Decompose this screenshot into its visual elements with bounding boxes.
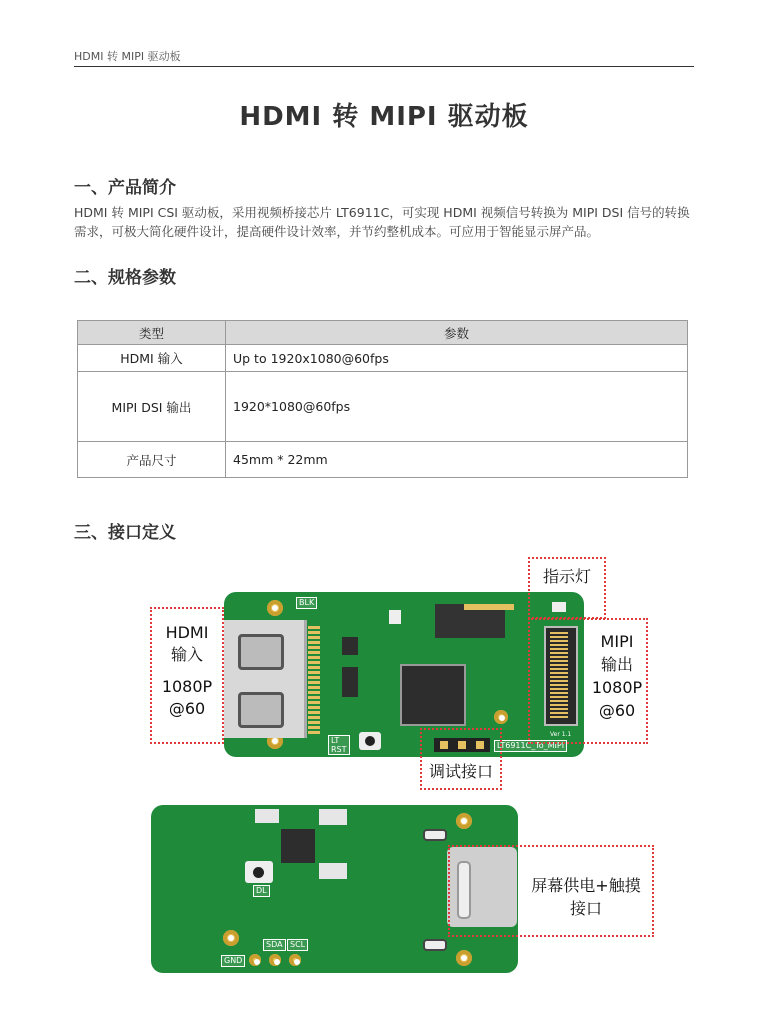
- callout-text: 1080P: [161, 677, 213, 696]
- document-title: HDMI 转 MIPI 驱动板: [239, 102, 529, 132]
- silk-version: Ver 1.1: [550, 731, 572, 738]
- lt6911c-chip: [400, 664, 466, 726]
- header-rule: [74, 66, 694, 67]
- pad-row: [464, 604, 514, 610]
- silk-dl: DL: [253, 885, 270, 897]
- silk-board-name: LT6911C_To_MIPI: [494, 740, 567, 752]
- callout-text: MIPI: [600, 632, 634, 651]
- mounting-hole: [223, 930, 239, 946]
- callout-text: 调试接口: [422, 760, 500, 783]
- hdmi-pin-row: [308, 626, 320, 736]
- pin-sda: [269, 954, 281, 966]
- ic-small: [342, 667, 358, 697]
- callout-mipi-output: [528, 618, 648, 744]
- callout-text: 屏幕供电+触摸: [531, 876, 641, 895]
- running-header: HDMI 转 MIPI 驱动板: [74, 50, 181, 63]
- component: [255, 809, 279, 823]
- row-type: 产品尺寸: [78, 442, 226, 478]
- reset-button: [359, 732, 381, 750]
- pin-scl: [289, 954, 301, 966]
- mounting-hole: [267, 600, 283, 616]
- callout-text: @60: [598, 701, 636, 720]
- callout-indicator: [528, 557, 606, 619]
- section-title-intro: 一、产品简介: [74, 178, 176, 198]
- pin-gnd: [249, 954, 261, 966]
- silk-lt-rst: [328, 735, 350, 755]
- table-header-type: 类型: [78, 321, 226, 345]
- component: [319, 863, 347, 879]
- ic-chip: [281, 829, 315, 863]
- row-type: HDMI 输入: [78, 345, 226, 372]
- intro-paragraph: HDMI 转 MIPI CSI 驱动板，采用视频桥接芯片 LT6911C，可实现 HDMI 视频信号转换为 MIPI DSI 信号的转换需求，可极大简化硬件设计，提高硬件设计效率，并节约整机成本。可应用于智能显示屏产品。: [74, 205, 690, 239]
- callout-hdmi-input: [150, 607, 224, 744]
- silk-gnd: GND: [221, 955, 245, 967]
- row-param: Up to 1920x1080@60fps: [226, 345, 688, 372]
- callout-power-touch: [448, 845, 654, 937]
- ic-small: [342, 637, 358, 655]
- silk-lt: LT: [331, 736, 340, 745]
- hdmi-connector: [224, 620, 307, 738]
- slot-pad: [423, 829, 447, 841]
- row-param: 45mm * 22mm: [226, 442, 688, 478]
- callout-text: 接口: [569, 899, 602, 918]
- silk-blk: BLK: [296, 597, 317, 609]
- mounting-hole: [456, 813, 472, 829]
- section-title-interfaces: 三、接口定义: [74, 523, 176, 543]
- callout-text: 输入: [170, 645, 203, 664]
- crystal: [389, 610, 401, 624]
- callout-text: 指示灯: [530, 565, 604, 588]
- section-title-specs: 二、规格参数: [74, 268, 176, 288]
- callout-text: @60: [168, 699, 206, 718]
- silk-scl: SCL: [287, 939, 308, 951]
- slot-pad: [423, 939, 447, 951]
- silk-sda: SDA: [263, 939, 286, 951]
- callout-text: HDMI: [165, 623, 209, 642]
- table-row: [78, 372, 688, 442]
- row-type: MIPI DSI 输出: [78, 372, 226, 442]
- row-param: 1920*1080@60fps: [226, 372, 688, 442]
- specs-table: [77, 320, 688, 478]
- table-header-row: [78, 321, 688, 345]
- table-row: [78, 345, 688, 372]
- callout-text: 输出: [600, 655, 633, 674]
- callout-text: 1080P: [591, 678, 643, 697]
- dl-button: [245, 861, 273, 883]
- mounting-hole: [494, 710, 508, 724]
- callout-debug: [420, 728, 502, 790]
- component: [319, 809, 347, 825]
- silk-rst: RST: [331, 745, 347, 754]
- table-row: [78, 442, 688, 478]
- mounting-hole: [456, 950, 472, 966]
- table-header-param: 参数: [226, 321, 688, 345]
